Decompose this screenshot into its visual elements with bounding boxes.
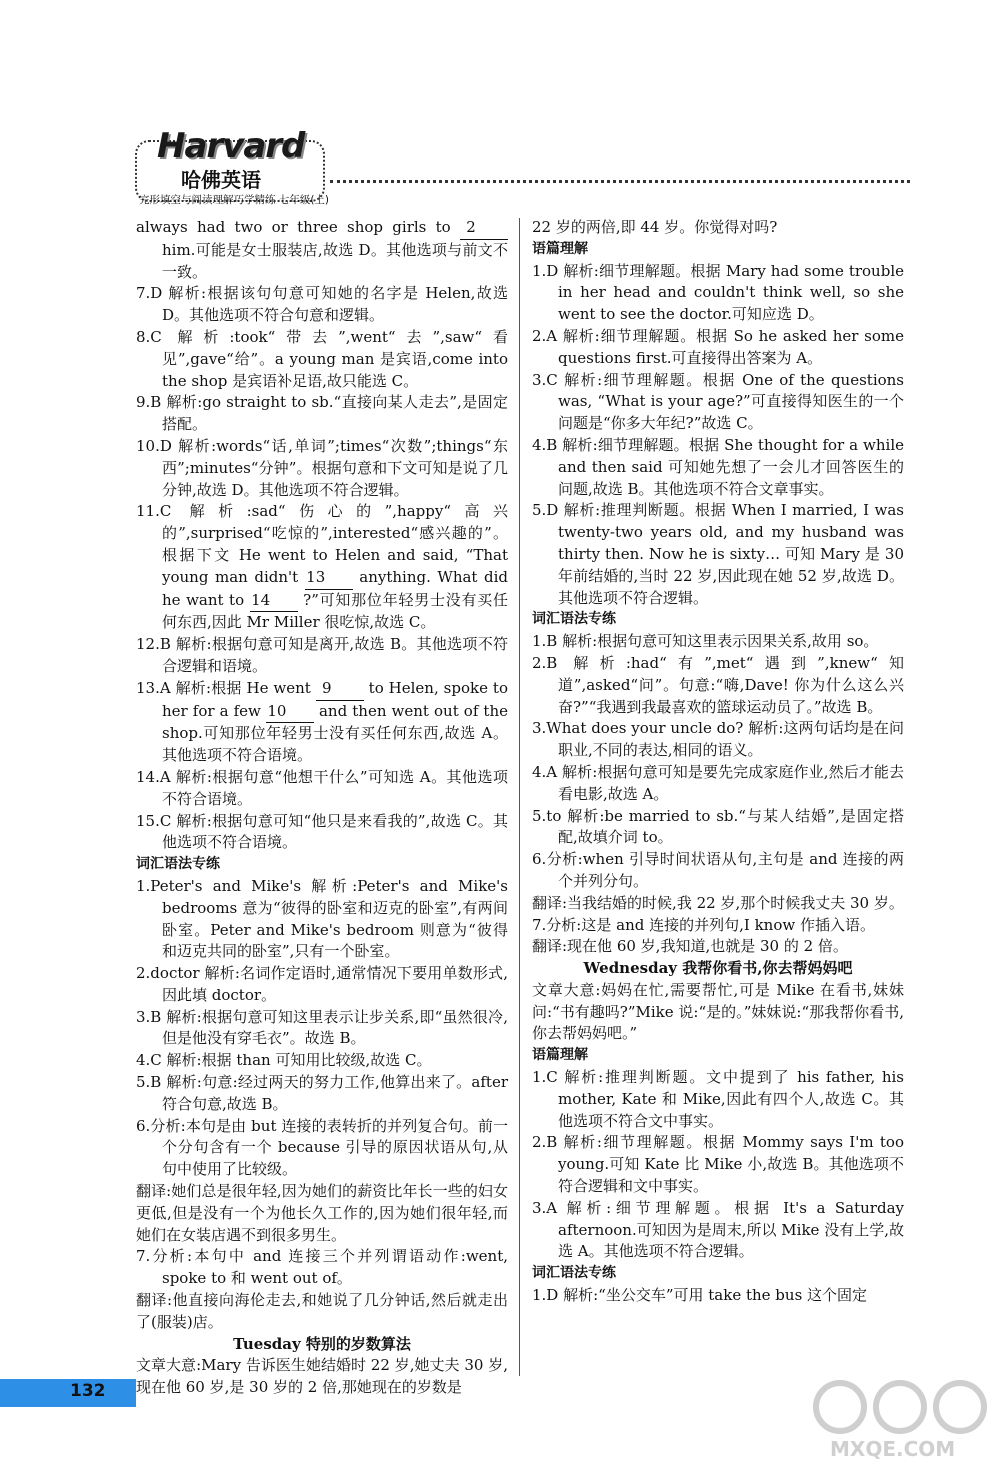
logo-title: Harvard: [157, 126, 305, 166]
answer-10: 10.D 解析:words“话,单词”;times“次数”;things“东西”;minutes“分钟”。根据句意和下文可知是说了几分钟,故选 D。其他选项不符合逻辑。: [136, 436, 508, 499]
tuesday-summary: 文章大意:Mary 告诉医生她结婚时 22 岁,她丈夫 30 岁,现在他 60 岁,是 30 岁的 2 倍,那她现在的岁数是: [136, 1356, 508, 1397]
grammar-answer-5: 5.to 解析:be married to sb.“与某人结婚”,是固定搭配,故填介词 to。: [532, 806, 904, 847]
reading-answer-4: 4.B 解析:细节理解题。根据 She thought for a while and then said 可知她先想了一会儿才回答医生的问题,故选 B。其他选项不符合文章事实。: [532, 435, 904, 498]
logo-chinese-title: 哈佛英语: [181, 168, 261, 192]
tuesday-title: Tuesday 特别的岁数算法: [233, 1334, 411, 1353]
grammar-translation-6: 翻译:当我结婚的时候,我 22 岁,那个时候我丈夫 30 岁。: [532, 893, 904, 912]
vocab-answer-7: 7.分析:本句中 and 连接三个并列谓语动作:went, spoke to 和 went out of。: [136, 1247, 508, 1288]
vocab-answer-4: 4.C 解析:根据 than 可知用比较级,故选 C。: [136, 1051, 432, 1070]
wednesday-summary: 文章大意:妈妈在忙,需要帮忙,可是 Mike 在看书,妹妹问:“书有趣吗?”Mike 说:“是的。”妹妹说:“那我帮你看书,你去帮妈妈吧。”: [532, 980, 904, 1043]
reading-answer-2: 2.A 解析:细节理解题。根据 So he asked her some questions first.可直接得出答案为 A。: [532, 326, 904, 367]
section-heading-vocab: 词汇语法专练: [136, 856, 220, 873]
blank-14: 14: [250, 590, 298, 613]
vocab-answer-6: 6.分析:本句是由 but 连接的表转折的并列复合句。前一个分句含有一个 because 引导的原因状语从句,从句中使用了比较级。: [136, 1116, 508, 1179]
answer-13: 13.A 解析:根据 He went 9 to Helen, spoke to her for a few 10 and then went out of the shop.可知那位年轻男士没有买任何东西,故选 A。其他选项不符合语境。: [136, 678, 508, 765]
vocab-answer-5: 5.B 解析:句意:经过两天的努力工作,他算出来了。after 符合句意,故选 B。: [136, 1073, 508, 1113]
section-heading-vocab-3: 词汇语法专练: [532, 1265, 616, 1282]
right-column: [532, 217, 904, 1307]
wednesday-vocab-answer-1: 1.D 解析:“坐公交车”可用 take the bus 这个固定: [532, 1286, 868, 1305]
section-heading-reading-2: 语篇理解: [532, 1047, 588, 1064]
vocab-answer-3: 3.B 解析:根据句意可知这里表示让步关系,即“虽然很冷,但是他没有穿毛衣”。故选 B。: [136, 1007, 508, 1048]
answer-14: 14.A 解析:根据句意“他想干什么”可知选 A。其他选项不符合语境。: [136, 767, 508, 808]
column-divider: [519, 218, 520, 1376]
answer-7: 7.D 解析:根据该句句意可知她的名字是 Helen,故选 D。其他选项不符合句意和逻辑。: [136, 284, 508, 325]
wednesday-answer-1: 1.C 解析:推理判断题。文中提到了 his father, his mother, Kate 和 Mike,因此有四个人,故选 C。其他选项不符合文中事实。: [532, 1068, 904, 1130]
watermark-text: MXQE.COM: [830, 1437, 956, 1461]
answer-15: 15.C 解析:根据句意可知“他只是来看我的”,故选 C。其他选项不符合语境。: [136, 811, 508, 852]
header: [135, 126, 330, 210]
blank-9: 9: [316, 678, 364, 701]
grammar-answer-2: 2.B 解析:had“有”,met“遇到”,knew“知道”,asked“问”。句意:“嗨,Dave! 你为什么这么兴奋?”“我遇到我最喜欢的篮球运动员了。”故选 B。: [532, 653, 904, 716]
wednesday-answer-3: 3.A 解析:细节理解题。根据 It's a Saturday afternoon.可知因为是周末,所以 Mike 没有上学,故选 A。其他选项不符合逻辑。: [532, 1198, 904, 1261]
page-number: 132: [70, 1381, 106, 1401]
answer-11: 11.C 解析:sad“伤心的”,happy“高兴的”,surprised“吃惊的”,interested“感兴趣的”。根据下文 He went to Helen and said, “That young man didn't 13 anything. What did he want to 14 ?”可知那位年轻男士没有买任何东西,因此 Mr Miller 很吃惊,故选 C。: [136, 502, 509, 632]
vocab-answer-2: 2.doctor 解析:名词作定语时,通常情况下要用单数形式,因此填 doctor。: [136, 964, 508, 1004]
section-heading-vocab-2: 词汇语法专练: [532, 611, 616, 628]
book-subtitle: 完形填空与阅读理解巧学精练 七年级(上): [139, 194, 330, 206]
grammar-answer-7: 7.分析:这是 and 连接的并列句,I know 作插入语。: [532, 915, 875, 934]
reading-answer-1: 1.D 解析:细节理解题。根据 Mary had some trouble in her head and couldn't think well, so she went to see the doctor.可知应选 D。: [532, 261, 904, 324]
watermark-logo-icon: [810, 1375, 995, 1437]
watermark: [810, 1375, 995, 1465]
header-dotted-rule: [330, 180, 910, 183]
wednesday-answer-2: 2.B 解析:细节理解题。根据 Mommy says I'm too young.可知 Kate 比 Mike 小,故选 B。其他选项不符合逻辑和文中事实。: [532, 1133, 904, 1196]
tuesday-summary-continued: 22 岁的两倍,即 44 岁。你觉得对吗?: [532, 218, 778, 236]
answer-9: 9.B 解析:go straight to sb.“直接向某人走去”,是固定搭配。: [136, 393, 508, 434]
vocab-answer-1: 1.Peter's and Mike's 解析:Peter's and Mike's bedrooms 意为“彼得的卧室和迈克的卧室”,有两间卧室。Peter and Mike's bedroom 则意为“彼得和迈克共同的卧室”,只有一个卧室。: [136, 876, 508, 961]
reading-answer-5: 5.D 解析:推理判断题。根据 When I married, I was twenty-two years old, and my husband was thirty then. Now he is sixty… 可知 Mary 是 30 年前结婚的,当时 22 岁,因此现在她 52 岁,故选 D。其他选项不符合逻辑。: [532, 501, 904, 607]
vocab-translation-7: 翻译:他直接向海伦走去,和她说了几分钟话,然后就走出了(服装)店。: [136, 1291, 508, 1331]
answer-12: 12.B 解析:根据句意可知是离开,故选 B。其他选项不符合逻辑和语境。: [136, 635, 508, 675]
vocab-translation-6: 翻译:她们总是很年轻,因为她们的薪资比年长一些的妇女更低,但是没有一个为他长久工作的,因为她们很年轻,而她们在女装店遇不到很多男生。: [136, 1182, 508, 1244]
page-number-bar: [0, 1379, 136, 1407]
answer-8: 8.C 解析:took“带去”,went“去”,saw“看见”,gave“给”。a young man 是宾语,come into the shop 是宾语补足语,故只能选 C。: [136, 327, 508, 390]
blank-10: 10: [266, 701, 314, 724]
grammar-answer-4: 4.A 解析:根据句意可知是要先完成家庭作业,然后才能去看电影,故选 A。: [532, 762, 904, 803]
grammar-translation-7: 翻译:现在他 60 岁,我知道,也就是 30 的 2 倍。: [532, 937, 848, 956]
grammar-answer-6: 6.分析:when 引导时间状语从句,主句是 and 连接的两个并列分句。: [532, 850, 904, 890]
wednesday-title: Wednesday 我帮你看书,你去帮妈妈吧: [583, 959, 853, 978]
section-heading-reading: 语篇理解: [532, 240, 588, 257]
left-column: [136, 217, 508, 1399]
blank-13: 13: [305, 567, 353, 590]
blank-2: 2: [460, 217, 508, 240]
reading-answer-3: 3.C 解析:细节理解题。根据 One of the questions was, “What is your age?”可直接得知医生的一个问题是“你多大年纪?”故选 C。: [532, 370, 904, 433]
grammar-answer-1: 1.B 解析:根据句意可知这里表示因果关系,故用 so。: [532, 632, 879, 651]
answer-6-continued: always had two or three shop girls to 2 him.可能是女士服装店,故选 D。其他选项与前文不一致。: [136, 218, 508, 281]
grammar-answer-3: 3.What does your uncle do? 解析:这两句话均是在问职业,不同的表达,相同的语义。: [532, 719, 904, 760]
